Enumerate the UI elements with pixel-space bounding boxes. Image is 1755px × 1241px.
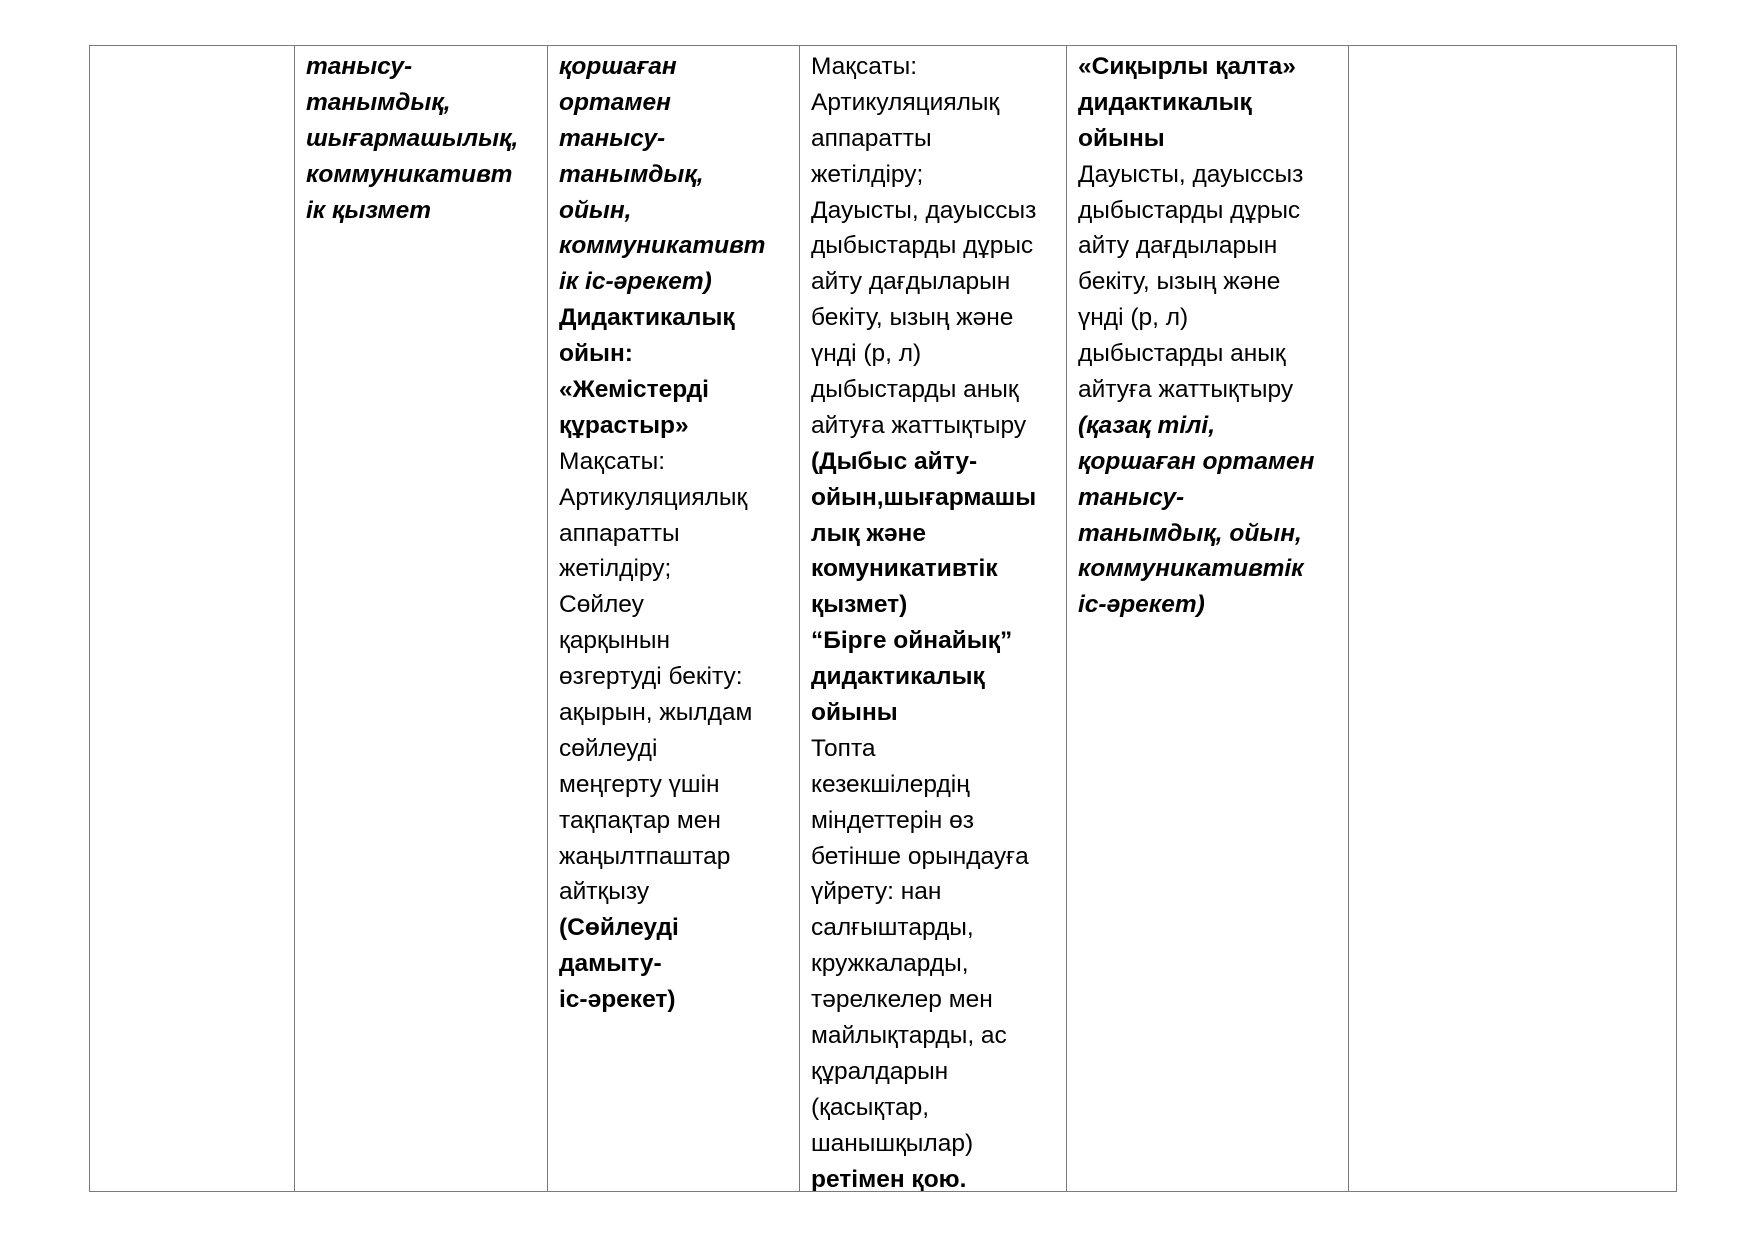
cell-text-line: Артикуляциялық	[811, 88, 1000, 116]
cell-text-line: ортамен	[559, 88, 671, 116]
cell-text-line: Артикуляциялық	[559, 483, 748, 511]
cell-text-line: (қасықтар,	[811, 1093, 930, 1121]
cell-text-line: үнді (р, л)	[811, 340, 922, 368]
table-cell-col-6	[1348, 46, 1675, 1191]
cell-text-line: Дауысты, дауыссыз	[811, 196, 1037, 224]
cell-text-line: ақырын, жылдам	[559, 699, 753, 727]
cell-text-line: (Дыбыс айту-	[811, 447, 978, 475]
schedule-table	[89, 45, 1677, 1192]
cell-text-line: Дауысты, дауыссыз	[1078, 160, 1304, 188]
cell-text-line: комуникативтік	[811, 555, 998, 583]
cell-text-line: ойыны	[811, 699, 898, 727]
cell-text-line: дидактикалық	[811, 663, 985, 691]
cell-text-line: танымдық,	[559, 160, 704, 188]
cell-text-line: коммуникативт	[559, 232, 766, 260]
cell-text-line: айту дағдыларын	[811, 268, 1011, 296]
cell-text-line: Сөйлеу	[559, 591, 644, 619]
cell-text-line: коммуникативт	[306, 160, 513, 188]
cell-text-line: Топта	[811, 734, 876, 762]
cell-text-line: тақпақтар мен	[559, 806, 721, 834]
table-cell-col-4	[799, 46, 1066, 1191]
cell-text-line: ойын,	[559, 196, 632, 224]
cell-text-line: лық және	[811, 519, 926, 547]
cell-text-line: айтқызу	[559, 878, 650, 906]
cell-text-line: құралдарын	[811, 1057, 949, 1085]
cell-text-line: ік іс-әрекет)	[559, 268, 712, 296]
cell-text-line: бетінше орындауға	[811, 842, 1029, 870]
cell-text-line: міндеттерін өз	[811, 806, 974, 834]
cell-text-line: салғыштарды,	[811, 914, 974, 942]
cell-text-line: іс-әрекет)	[1078, 591, 1205, 619]
cell-text-line: ік қызмет	[306, 196, 432, 224]
cell-text-line: дыбыстарды анық	[811, 376, 1019, 404]
cell-text-line: қарқынын	[559, 627, 670, 655]
cell-text-line: дыбыстарды анық	[1078, 340, 1286, 368]
cell-text-line: (Сөйлеуді	[559, 914, 679, 942]
cell-text-line: танысу-	[1078, 483, 1185, 511]
table-cell-col-1	[90, 46, 294, 1191]
cell-text-line: шығармашылық,	[306, 124, 519, 152]
cell-text-line: танымдық,	[306, 88, 451, 116]
cell-text-line: жетілдіру;	[811, 160, 924, 188]
cell-text-line: тәрелкелер мен	[811, 986, 993, 1014]
cell-text-line: кезекшілердің	[811, 770, 970, 798]
cell-text-line: іс-әрекет)	[559, 986, 676, 1014]
cell-text-line: ойыны	[1078, 124, 1165, 152]
cell-text-line: “Бірге ойнайық”	[811, 627, 1013, 655]
cell-text-line: айту дағдыларын	[1078, 232, 1278, 260]
cell-text-line: меңгерту үшін	[559, 770, 720, 798]
cell-text-line: өзгертуді бекіту:	[559, 663, 743, 691]
cell-text-line: «Жемістерді	[559, 376, 709, 404]
cell-text-line: ойын,шығармашы	[811, 483, 1037, 511]
cell-text-line: майлықтарды, ас	[811, 1022, 1007, 1050]
table-cell-col-5	[1066, 46, 1348, 1191]
cell-text-line: аппаратты	[559, 519, 680, 547]
cell-text-line: үйрету: нан	[811, 878, 942, 906]
cell-text-line: дыбыстарды дұрыс	[1078, 196, 1301, 224]
cell-text-line: сөйлеуді	[559, 734, 658, 762]
cell-text-line: ретімен қою.	[811, 1165, 967, 1191]
cell-text-line: Мақсаты:	[811, 53, 918, 80]
cell-text-line: дидактикалық	[1078, 88, 1252, 116]
cell-text-line: танымдық, ойын,	[1078, 519, 1302, 547]
table-cell-col-2	[294, 46, 547, 1191]
cell-text-line: жаңылтпаштар	[559, 842, 731, 870]
cell-text-line: қоршаған	[559, 53, 677, 80]
cell-text-line: «Сиқырлы қалта»	[1078, 53, 1296, 80]
cell-text-line: жетілдіру;	[559, 555, 672, 583]
cell-text-line: дыбыстарды дұрыс	[811, 232, 1034, 260]
cell-text-line: үнді (р, л)	[1078, 304, 1189, 332]
cell-text-line: танысу-	[306, 53, 413, 80]
cell-text-line: қоршаған ортамен	[1078, 447, 1315, 475]
cell-text-line: ойын:	[559, 340, 633, 368]
table-cell-col-3	[547, 46, 799, 1191]
cell-text-line: қызмет)	[811, 591, 908, 619]
cell-text-line: айтуға жаттықтыру	[1078, 376, 1294, 404]
cell-text-line: (қазақ тілі,	[1078, 411, 1215, 439]
cell-text-line: құрастыр»	[559, 411, 689, 439]
cell-text-line: аппаратты	[811, 124, 932, 152]
cell-text-line: кружкаларды,	[811, 950, 969, 978]
cell-text-line: дамыту-	[559, 950, 662, 978]
cell-text-line: шанышқылар)	[811, 1129, 974, 1157]
cell-text-line: танысу-	[559, 124, 666, 152]
cell-text-line: коммуникативтік	[1078, 555, 1304, 583]
cell-text-line: Дидактикалық	[559, 304, 735, 332]
cell-text-line: Мақсаты:	[559, 447, 666, 475]
cell-text-line: айтуға жаттықтыру	[811, 411, 1027, 439]
cell-text-line: бекіту, ызың және	[1078, 268, 1281, 296]
cell-text-line: бекіту, ызың және	[811, 304, 1014, 332]
